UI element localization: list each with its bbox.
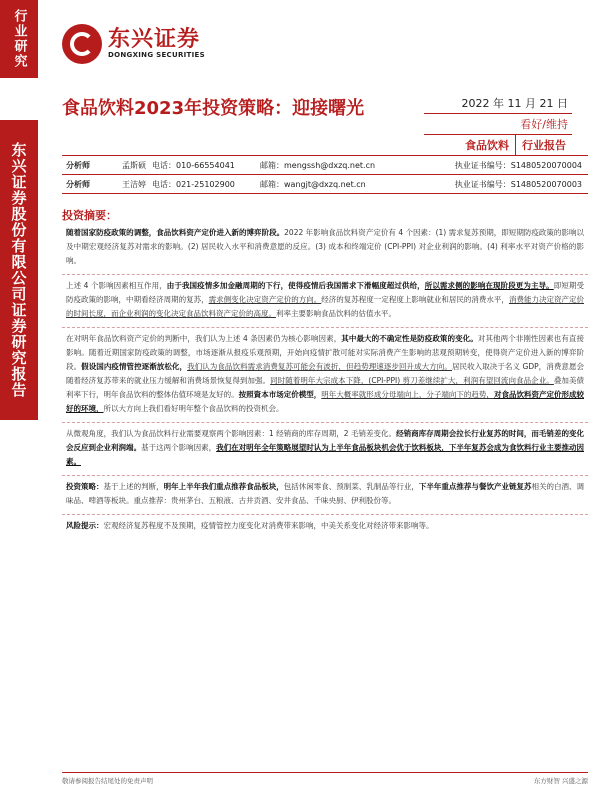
section-label: 投资策略：: [66, 482, 104, 491]
key-sentence: 对食品饮料资产定价形成较好的环境，: [66, 390, 585, 413]
body-text: 基于这两个影响因素，: [141, 443, 217, 452]
body-text: 居民收入取决于名义 GDP，消费意愿会随着经济复苏带来的就业压力缓解和消费场景恢复得到加强。: [66, 362, 585, 385]
analyst-row: [62, 175, 588, 194]
key-sentence: 假设国内疫情管控逐渐放松化，: [81, 362, 188, 371]
body-text: 相关的白酒、调味品、啤酒等板块。重点推荐：贵州茅台、五粮液、古井贡酒、安井食品、千味央厨、伊利股份等。: [66, 482, 585, 505]
footer-slogan: 东方财智 兴盛之源: [533, 777, 588, 785]
key-sentence: 按照資本市场定价模型，: [238, 390, 322, 399]
summary-paragraph: [62, 222, 588, 275]
underlined-text: 而企业利润的变化决定食品饮料资产定价的高度。: [111, 309, 276, 318]
key-sentence: 经销商库存周期会拉长行业复苏的时间，而毛销差的变化会反应到企业利润端。: [66, 429, 584, 452]
report-tags: [424, 135, 572, 156]
body-text: 宏观经济复苏程度不及预期，疫情管控力度变化对消费带来影响，中美关系变化对经济带来影响等。: [103, 521, 434, 530]
body-text: 叠加美债利率下行，明年食品饮料的整体估值环境是友好的。: [66, 376, 585, 399]
sidebar-company-label: 东兴证券股份有限公司证券研究报告: [0, 120, 38, 420]
analyst-role: 分析师: [66, 160, 90, 170]
analyst-email[interactable]: 邮箱：wangjt@dxzq.net.cn: [260, 179, 366, 189]
underlined-text: 消费能力决定资产定价的时间长度，: [66, 295, 585, 318]
summary-paragraph: [62, 476, 588, 515]
report-title: 食品饮料2023年投资策略：迎接曙光: [62, 98, 365, 119]
report-meta: [424, 95, 572, 156]
key-sentence: 下半年重点推荐与餐饮产业链复苏: [418, 482, 532, 491]
key-sentence: 由于我国疫情多加金融周期的下行，使得疫情后我国需求下滑幅度超过供给，: [166, 281, 425, 290]
body-text: 上述 4 个影响因素相互作用，: [66, 281, 167, 290]
body-text: 利率主要影响食品饮料的估值水平。: [276, 309, 396, 318]
underlined-text: 需求侧变化决定资产定价的方向。: [208, 295, 322, 304]
summary-body: [62, 222, 588, 539]
analyst-table: [62, 155, 588, 194]
body-text: 对其他两个非刚性因素也有直接影响。随着近期国家防疫政策的调整，市场逐渐从报疫乐观预期，开始向疫情扩散可能对实际消费产生影响的悲观预期转变，使得资产定价进入新的博弈阶段。: [66, 334, 584, 371]
body-text: 基于上述的判断，: [103, 482, 164, 491]
report-date: 2022 年 11 月 21 日: [461, 97, 568, 110]
page-footer: [62, 772, 588, 785]
analyst-phone: 电话：010-66554041: [152, 160, 235, 170]
company-logo: [62, 20, 222, 68]
analyst-cert: 执业证书编号：S1480520070003: [454, 179, 582, 189]
report-type-tag: 行业报告: [515, 135, 572, 155]
logo-en-text: DONGXING SECURITIES: [108, 51, 205, 59]
key-sentence: 明年上半年我们重点推荐食品板块，: [163, 482, 284, 491]
body-text: 从微观角度，我们认为食品饮料行业需要观察两个影响因素：1 经销商的库存周期，2 毛销差变化。: [66, 429, 397, 438]
body-text: 经济的复苏程度一定程度上影响就业和居民的消费水平，: [321, 295, 509, 304]
body-text: 包括休闲零食、预制菜、乳制品等行业，: [283, 482, 419, 491]
logo-cn-text: 东兴证券: [108, 27, 201, 52]
sidebar-category-label: 行业研究: [0, 0, 38, 78]
body-text: 即短期受防疫政策的影响，中期看经济周期的复苏，: [66, 281, 585, 304]
summary-paragraph: [62, 515, 588, 539]
underlined-text: 我们认为食品饮料需求消费复苏可能会有波折，但趋势理速逐步回升成大方向。: [187, 362, 452, 371]
summary-paragraph: [62, 328, 588, 423]
analyst-row: [62, 156, 588, 175]
industry-tag: 食品饮料: [465, 139, 509, 152]
logo-mark-icon: [62, 24, 102, 64]
disclaimer-note: 敬请参阅报告结尾处的免责声明: [62, 777, 153, 785]
key-sentence: 其中最大的不确定性是防疫政策的变化。: [341, 334, 478, 343]
section-label: 风险提示：: [66, 521, 104, 530]
body-text: 在对明年食品饮料资产定价的判断中，我们认为上述 4 条因素仍为核心影响因素，: [66, 334, 342, 343]
rating-badge: 看好/维持: [424, 113, 572, 135]
summary-paragraph: [62, 275, 588, 328]
key-sentence: 我们在对明年全年策略展望时认为上半年食品板块机会优于饮料板块，下半年复苏会成为食饮料行业主要推动因素。: [66, 443, 585, 466]
key-sentence: 所以需求侧的影响在现阶段更为主导。: [424, 281, 554, 290]
body-text: 所以大方向上我们看好明年整个食品饮料的投资机会。: [103, 404, 284, 413]
summary-paragraph: [62, 423, 588, 476]
key-sentence: 随着国家防疫政策的调整，食品饮料资产定价进入新的博弈阶段。: [66, 228, 285, 237]
body-text: 2022 年影响食品饮料资产定价有 4 个因素：(1) 需求复苏预期，即短期防疫政策的影响以及中期宏观经济复苏对需求的影响。(2) 居民收入水平和消费意愿的反应。(3) 成本和终端定价 (CPI-PPI) 对企业利润的影响。(4) 利率水平对资产价格的影响。: [66, 228, 584, 265]
analyst-phone: 电话：021-25102900: [152, 179, 235, 189]
underlined-text: 明年大概率就形成分母端向上，分子端向下的趋势，: [321, 390, 494, 399]
sidebar: [0, 0, 38, 800]
underlined-text: 同时随着明年大宗成本下降，(CPI-PPI) 剪刀差继续扩大，: [270, 376, 464, 385]
analyst-email[interactable]: 邮箱：mengssh@dxzq.net.cn: [260, 160, 376, 170]
summary-heading: 投资摘要：: [62, 209, 117, 222]
analyst-role: 分析师: [66, 179, 90, 189]
analyst-name: 孟斯硕: [122, 160, 146, 170]
analyst-cert: 执业证书编号：S1480520070004: [454, 160, 582, 170]
underlined-text: 利润有望回流向食品企业。: [463, 376, 554, 385]
analyst-name: 王洁婷: [122, 179, 146, 189]
